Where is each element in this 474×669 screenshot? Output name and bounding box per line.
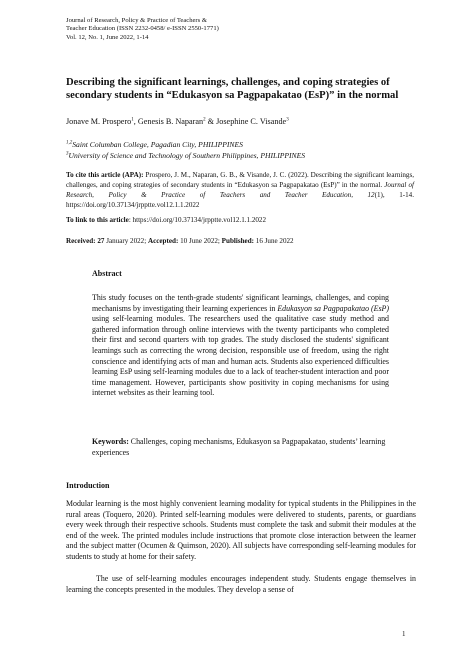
keywords-text: Challenges, coping mechanisms, Edukasyon sa Pagpapakatao, students’ learning experiences — [92, 437, 386, 457]
accepted-date: 10 June 2022; — [178, 237, 222, 245]
citation-doi[interactable]: (1), 1-14. https://doi.org/10.37134/jrpptte.vol12.1.1.2022 — [66, 190, 414, 209]
author-separator: & — [205, 117, 217, 126]
abstract-heading: Abstract — [92, 269, 122, 278]
journal-header-line: Vol. 12, No. 1, June 2022, 1-14 — [66, 33, 149, 41]
published-date: 16 June 2022 — [254, 237, 294, 245]
introduction-paragraph: Modular learning is the most highly convenient learning modality for typical students in the Philippines in the rural areas (Toquero, 2020). Printed self-learning modules were delivered to students, parents, or guardians every week through their respective schools. Students must complete the task and submit their modules at the end of the week. The printed modules include instructions that promote close interaction between the learner and the subject matter (Ocumen & Quimson, 2020). All subjects have corresponding self-learning modules for students to study at home for their safety. — [66, 499, 416, 561]
published-label: Published: — [221, 237, 254, 245]
introduction-heading: Introduction — [66, 481, 110, 490]
author-list — [66, 117, 289, 126]
article-link-line — [66, 216, 266, 224]
received-label: Received: — [66, 237, 96, 245]
abstract-text — [92, 293, 389, 399]
journal-header — [66, 17, 219, 42]
author-separator: , — [133, 117, 138, 126]
introduction-paragraph: The use of self-learning modules encourages independent study. Students engage themselves in learning the concepts presented in the modules. They develop a sense of — [66, 574, 416, 594]
citation-journal: Journal of Research, Policy & Practice of Teachers and Teacher Education, 12 — [66, 180, 414, 199]
citation-block — [66, 171, 414, 211]
abstract-part: using self-learning modules. The researchers used the qualitative case study method and gathered information through online interviews with the twenty participants who completed their first and second quarters with top grades. The study disclosed the students' significant learnings such as correcting the wrong decision, responsible use of freedom, using the right conscience and identifying acts of man and human acts. Students also experienced difficulties learning EsP using self-learning modules due to a lack of teacher-student interaction and poor time management. However, participants show positivity in coping mechanisms for using internet websites as their learning tool. — [92, 314, 389, 398]
abstract-part: This study focuses on the tenth-grade students' significant learnings, challenges, and coping mechanisms by investigating their learning experiences in — [92, 293, 389, 313]
abstract-italic: Edukasyon sa Pagpapakatao (EsP) — [277, 303, 389, 313]
author-affil-mark: 2 — [203, 117, 206, 123]
accepted-label: Accepted: — [147, 237, 179, 245]
received-rest: January 2022; — [104, 237, 148, 245]
keywords-label: Keywords: — [92, 437, 129, 446]
publication-dates — [66, 237, 294, 245]
author-name: Jonave M. Prospero — [66, 117, 132, 126]
article-title: Describing the significant learnings, challenges, and coping strategies of secondary students in “Edukasyon sa Pagpapakatao (EsP)” in the normal — [66, 77, 399, 101]
affiliation — [66, 140, 243, 149]
journal-header-line: Journal of Research, Policy & Practice of Teachers & — [66, 17, 207, 24]
author-name: Josephine C. Visande — [216, 117, 287, 126]
article-doi-link[interactable]: : https://doi.org/10.37134/jrpptte.vol12.1.1.2022 — [128, 216, 267, 224]
affil-text: Saint Columban College, Pagadian City, PHILIPPINES — [72, 140, 243, 149]
page-number: 1 — [402, 630, 406, 638]
author-affil-mark: 1 — [131, 117, 134, 123]
journal-header-line: Teacher Education (ISSN 2232-0458/ e-ISSN 2550-1771) — [66, 25, 219, 33]
affil-text: University of Science and Technology of Southern Philippines, PHILIPPINES — [68, 151, 306, 160]
received-day: 27 — [95, 237, 105, 245]
author-name: Genesis B. Naparan — [137, 117, 204, 126]
citation-label: To cite this article (APA): — [66, 171, 144, 179]
affil-mark: 1,2 — [66, 140, 73, 146]
link-label: To link to this article — [66, 216, 129, 224]
citation-text: Prospero, J. M., Naparan, G. B., & Visande, J. C. (2022). Describing the significant learnings, challenges, and coping strategies of secondary students in “Edukasyon sa Pagpapakatao (EsP)” in the normal. — [66, 171, 414, 189]
affil-mark: 3 — [66, 151, 69, 157]
author-affil-mark: 3 — [286, 117, 289, 123]
keywords — [92, 437, 389, 458]
affiliation — [66, 151, 305, 160]
